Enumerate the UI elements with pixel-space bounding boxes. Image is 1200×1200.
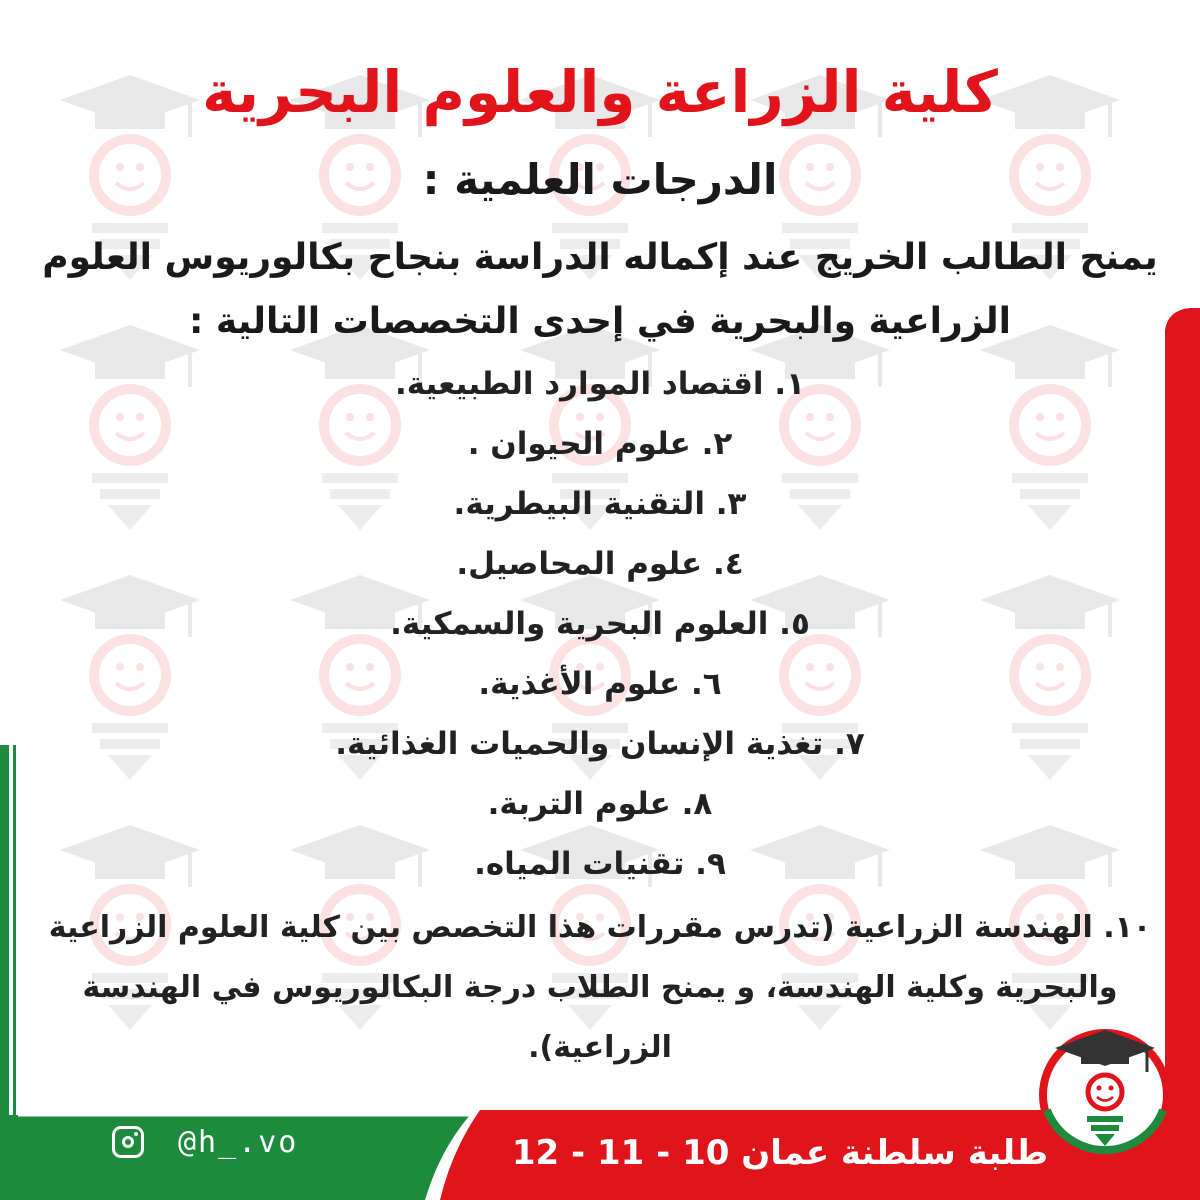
footer-social (112, 1120, 298, 1164)
engineering-note: ١٠. الهندسة الزراعية (تدرس مقررات هذا التخصص بين كلية العلوم الزراعية والبحرية وكلية الهندسة، و يمنح الطلاب درجة البكالوريوس في الهندسة الزراعية). (48, 910, 1152, 1065)
list-item: ٢. علوم الحيوان . (467, 426, 733, 462)
footer-org-text: طلبة سلطنة عمان 10 - 11 - 12 (511, 1133, 1049, 1173)
page-title: كلية الزراعة والعلوم البحرية (202, 58, 998, 126)
intro-paragraph: يمنح الطالب الخريج عند إكماله الدراسة بنجاح بكالوريوس العلوم الزراعية والبحرية في إحدى التخصصات التالية : (42, 237, 1158, 342)
list-item: ٣. التقنية البيطرية. (453, 486, 747, 522)
section-heading: الدرجات العلمية : (422, 155, 778, 204)
instagram-icon[interactable] (112, 1126, 144, 1158)
list-item: ٦. علوم الأغذية. (478, 666, 722, 702)
list-item: ٥. العلوم البحرية والسمكية. (390, 606, 810, 642)
list-item: ٧. تغذية الإنسان والحميات الغذائية. (335, 726, 865, 762)
list-item: ١. اقتصاد الموارد الطبيعية. (394, 366, 806, 402)
list-item: ٨. علوم التربة. (487, 786, 713, 822)
logo-icon (1035, 1010, 1175, 1160)
list-item: ٩. تقنيات المياه. (474, 846, 726, 882)
list-item: ٤. علوم المحاصيل. (456, 546, 744, 582)
social-handle[interactable]: @h_.vo (178, 1124, 299, 1160)
